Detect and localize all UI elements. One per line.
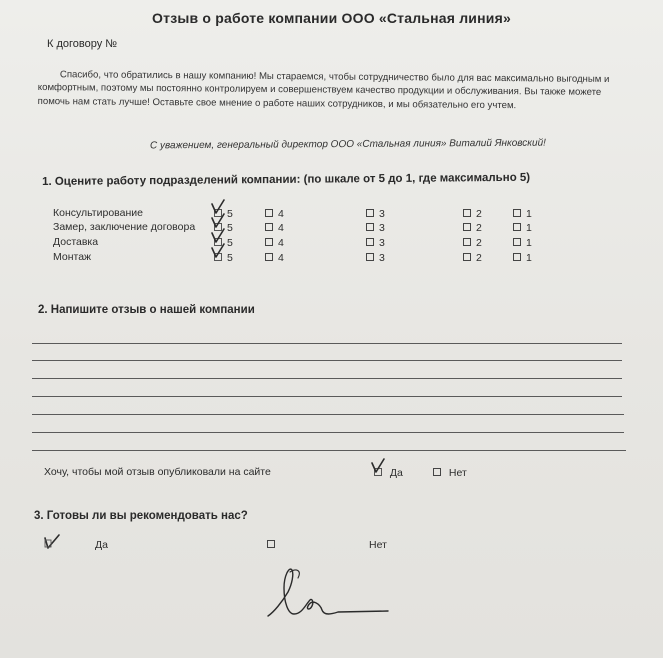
rating-option-label: 2 [476, 252, 482, 264]
review-line[interactable] [32, 378, 622, 379]
contract-number-label: К договору № [47, 38, 118, 50]
rating-option-label: 3 [379, 222, 385, 234]
checkbox[interactable] [265, 238, 273, 246]
checkbox[interactable] [214, 209, 222, 217]
rating-option[interactable] [366, 208, 385, 220]
rating-option[interactable] [265, 222, 284, 234]
checkbox[interactable] [463, 223, 471, 231]
rating-option[interactable] [513, 252, 532, 264]
rating-row-label: Замер, заключение договора [53, 221, 196, 233]
rating-option[interactable] [265, 237, 284, 249]
publish-yes-label: Да [389, 467, 403, 479]
checkbox[interactable] [374, 468, 382, 476]
rating-option[interactable] [513, 208, 532, 220]
checkbox[interactable] [265, 209, 273, 217]
checkbox[interactable] [214, 253, 222, 261]
review-line[interactable] [32, 414, 624, 415]
rating-option[interactable] [214, 252, 233, 264]
checkbox[interactable] [513, 253, 521, 261]
rating-option-label: 2 [476, 222, 482, 234]
review-line[interactable] [32, 360, 622, 361]
signature-icon [262, 564, 392, 624]
rating-option-label: 3 [379, 252, 385, 264]
recommend-yes-label: Да [95, 539, 108, 551]
checkbox[interactable] [513, 238, 521, 246]
recommend-no-option[interactable] [267, 539, 387, 551]
rating-option-label: 2 [476, 208, 482, 220]
checkmark-icon [43, 533, 61, 551]
page-title: Отзыв о работе компании ООО «Стальная линия» [152, 10, 511, 26]
rating-option[interactable] [265, 252, 284, 264]
rating-option[interactable] [463, 237, 482, 249]
rating-option-label: 4 [278, 208, 284, 220]
checkbox[interactable] [463, 253, 471, 261]
publish-no-label: Нет [448, 467, 467, 479]
question-3-title: 3. Готовы ли вы рекомендовать нас? [34, 510, 248, 522]
question-2-title: 2. Напишите отзыв о нашей компании [38, 304, 255, 316]
rating-row-label: Доставка [53, 236, 99, 248]
checkbox[interactable] [513, 223, 521, 231]
checkbox[interactable] [214, 238, 222, 246]
review-line[interactable] [32, 432, 624, 433]
rating-option[interactable] [463, 208, 482, 220]
rating-option-label: 2 [476, 237, 482, 249]
rating-option[interactable] [214, 237, 233, 249]
checkbox[interactable] [463, 209, 471, 217]
rating-option-label: 4 [278, 222, 284, 234]
rating-option[interactable] [366, 252, 385, 264]
rating-option-label: 5 [227, 208, 233, 220]
director-closing: С уважением, генеральный директор ООО «Стальная линия» Виталий Янковский! [149, 137, 546, 152]
rating-option-label: 1 [526, 237, 532, 249]
rating-option-label: 1 [526, 252, 532, 264]
checkbox[interactable] [265, 253, 273, 261]
checkbox[interactable] [214, 223, 222, 231]
review-line[interactable] [32, 343, 622, 344]
checkbox[interactable] [267, 540, 275, 548]
publish-no-option[interactable] [433, 467, 467, 479]
rating-option[interactable] [463, 252, 482, 264]
question-1-title: 1. Оцените работу подразделений компании: (по шкале от 5 до 1, где максимально 5) [42, 171, 531, 188]
rating-option-label: 5 [227, 222, 233, 234]
recommend-no-label: Нет [369, 539, 387, 551]
publish-yes-option[interactable] [374, 467, 403, 479]
rating-option[interactable] [214, 208, 233, 220]
checkbox[interactable] [366, 238, 374, 246]
rating-option[interactable] [513, 222, 532, 234]
review-line[interactable] [32, 450, 626, 451]
rating-option[interactable] [214, 222, 233, 234]
review-line[interactable] [32, 396, 622, 397]
checkbox[interactable] [265, 223, 273, 231]
rating-option[interactable] [463, 222, 482, 234]
rating-option[interactable] [513, 237, 532, 249]
rating-option-label: 4 [278, 237, 284, 249]
intro-paragraph: Спасибо, что обратились в нашу компанию! Мы стараемся, чтобы сотрудничество было для вас максимально выгодным и комфортным, поэтому мы постоянно контролируем и совершенствуем качество продукции и обслуживания. Вы также можете помочь нам стать лучше! Оставьте свое мнение о работе наших сотрудников, и мы обязательно его учтем. [37, 69, 610, 111]
checkbox[interactable] [366, 253, 374, 261]
rating-option[interactable] [366, 222, 385, 234]
rating-row-label: Монтаж [53, 251, 92, 263]
checkbox[interactable] [366, 223, 374, 231]
rating-option-label: 3 [379, 208, 385, 220]
checkbox[interactable] [513, 209, 521, 217]
rating-row-label: Консультирование [53, 207, 143, 219]
checkbox[interactable] [366, 209, 374, 217]
checkbox[interactable] [463, 238, 471, 246]
rating-option-label: 1 [526, 222, 532, 234]
rating-option[interactable] [265, 208, 284, 220]
rating-option-label: 3 [379, 237, 385, 249]
rating-option-label: 5 [227, 237, 233, 249]
rating-option-label: 4 [278, 252, 284, 264]
rating-option-label: 5 [227, 252, 233, 264]
rating-option-label: 1 [526, 208, 532, 220]
rating-option[interactable] [366, 237, 385, 249]
publish-question: Хочу, чтобы мой отзыв опубликовали на сайте [44, 466, 271, 478]
checkbox[interactable] [433, 468, 441, 476]
